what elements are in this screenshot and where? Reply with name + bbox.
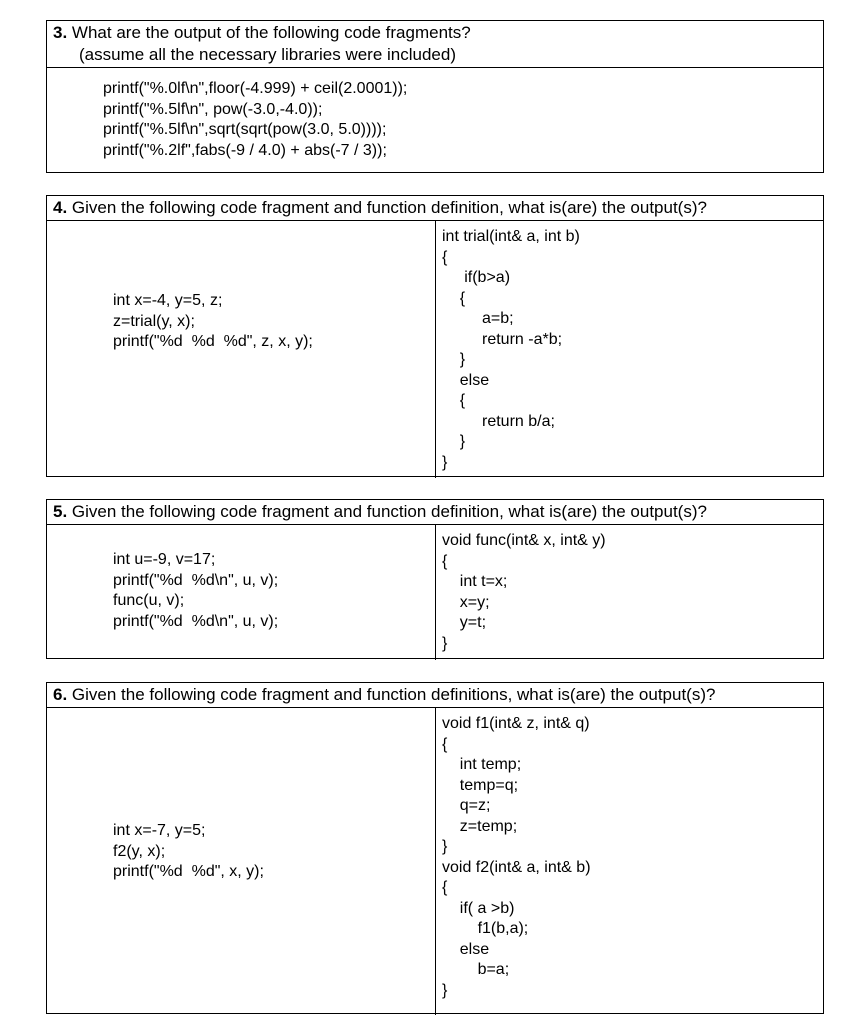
question-4-caller-code: int x=-4, y=5, z; z=trial(y, x); printf("%d %d %d", z, x, y); xyxy=(113,292,313,350)
question-5 xyxy=(46,499,824,659)
question-6-function-code: void f1(int& z, int& q) { int temp; temp=q; q=z; z=temp; } void f2(int& a, int& b) { if( a >b) f1(b,a); else b=a; } xyxy=(442,715,591,999)
question-6-header xyxy=(47,683,823,708)
question-3-number: 3. xyxy=(53,23,68,42)
question-3 xyxy=(46,20,824,173)
question-5-function-cell xyxy=(436,525,823,660)
question-6-caller-code: int x=-7, y=5; f2(y, x); printf("%d %d", x, y); xyxy=(113,822,264,880)
question-3-code: printf("%.0lf\n",floor(-4.999) + ceil(2.0001)); printf("%.5lf\n", pow(-3.0,-4.0)); printf("%.5lf\n",sqrt(sqrt(pow(3.0, 5.0)))); printf("%.2lf",fabs(-9 / 4.0) + abs(-7 / 3)); xyxy=(103,80,408,159)
question-4-title: Given the following code fragment and function definition, what is(are) the output(s)? xyxy=(71,198,707,217)
question-5-title: Given the following code fragment and function definition, what is(are) the output(s)? xyxy=(71,502,707,521)
question-5-caller-code: int u=-9, v=17; printf("%d %d\n", u, v); func(u, v); printf("%d %d\n", u, v); xyxy=(113,551,279,630)
question-3-title: What are the output of the following code fragments? xyxy=(71,23,471,42)
question-6-function-cell xyxy=(436,708,823,1015)
question-3-header xyxy=(47,21,823,68)
question-4-caller-cell xyxy=(47,221,436,478)
question-5-caller-cell xyxy=(47,525,436,660)
question-4-number: 4. xyxy=(53,198,68,217)
question-6-caller-cell xyxy=(47,708,436,1015)
question-5-function-code: void func(int& x, int& y) { int t=x; x=y; y=t; } xyxy=(442,532,606,652)
question-5-header xyxy=(47,500,823,525)
question-5-number: 5. xyxy=(53,502,68,521)
question-6 xyxy=(46,682,824,1014)
question-6-number: 6. xyxy=(53,685,68,704)
question-4-header xyxy=(47,196,823,221)
question-3-subtitle: (assume all the necessary libraries were included) xyxy=(79,45,456,64)
question-4-function-code: int trial(int& a, int b) { if(b>a) { a=b; return -a*b; } else { return b/a; } } xyxy=(442,228,580,471)
question-4-function-cell xyxy=(436,221,823,478)
question-4 xyxy=(46,195,824,477)
question-6-title: Given the following code fragment and function definitions, what is(are) the output(s)? xyxy=(71,685,716,704)
